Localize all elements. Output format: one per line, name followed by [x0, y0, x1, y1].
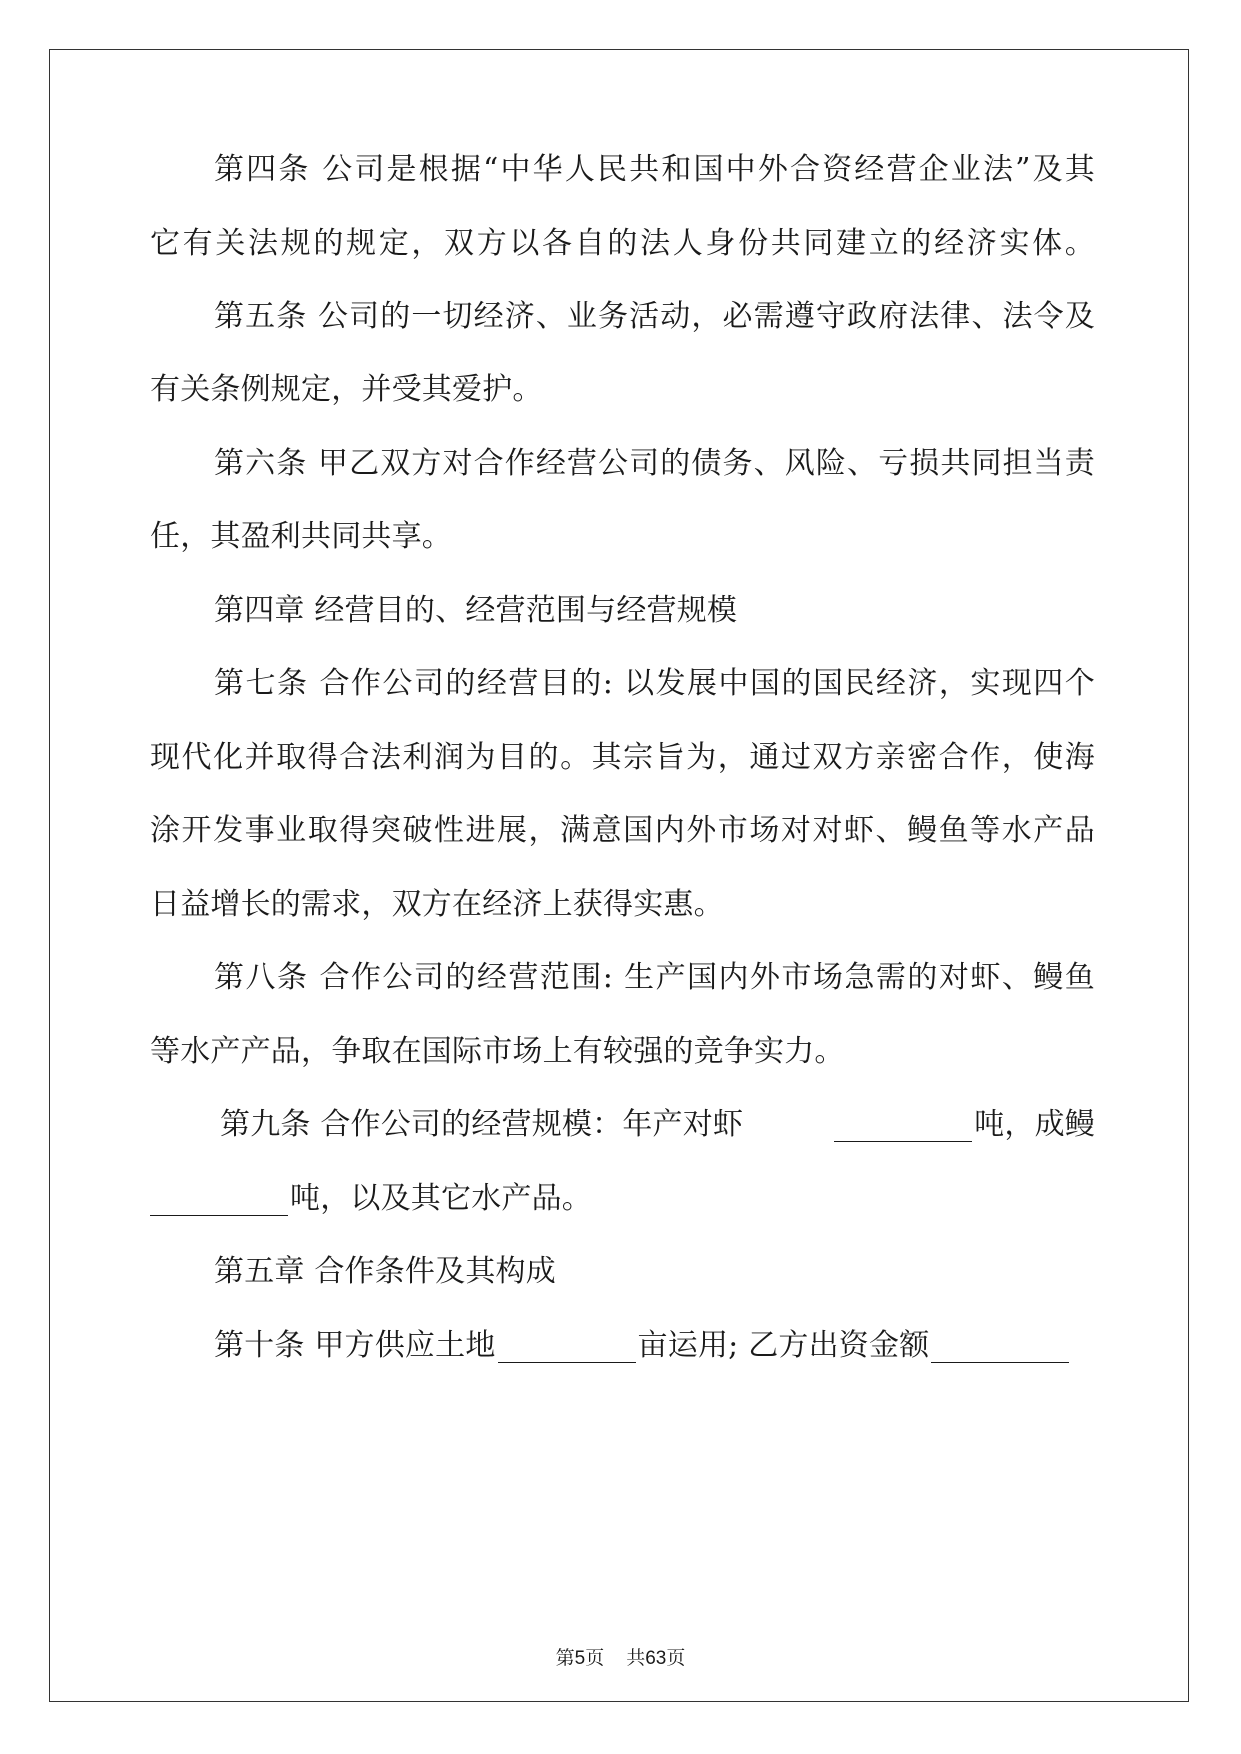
page-indicator	[556, 1647, 605, 1669]
page-footer	[0, 1647, 1241, 1670]
article-5-line-2: 有关条例规定，并受其爱护。	[150, 372, 543, 407]
total-prefix: 共	[626, 1647, 646, 1669]
article-7-line-4: 日益增长的需求，双方在经济上获得实惠。	[150, 887, 724, 922]
article-7-line-1: 第七条 合作公司的经营目的: 以发展中国的国民经济，实现四个	[214, 666, 1095, 701]
fill-blank-land-mu	[498, 1340, 636, 1363]
chapter-5-heading: 第五章 合作条件及其构成	[214, 1254, 556, 1289]
article-9-line-1	[220, 1108, 1095, 1142]
total-page-count: 63	[645, 1648, 667, 1669]
page-border	[49, 49, 1189, 1702]
article-9-text-c: 吨，以及其它水产品。	[290, 1181, 592, 1216]
chapter-4-heading: 第四章 经营目的、经营范围与经营规模	[214, 593, 738, 628]
article-10-line-1	[214, 1329, 1095, 1363]
article-5-line-1: 第五条 公司的一切经济、业务活动，必需遵守政府法律、法令及	[214, 299, 1095, 334]
article-6-line-1: 第六条 甲乙双方对合作经营公司的债务、风险、亏损共同担当责	[214, 446, 1095, 481]
current-page-number: 5	[574, 1648, 586, 1669]
article-7-line-2: 现代化并取得合法利润为目的。其宗旨为，通过双方亲密合作，使海	[150, 740, 1095, 775]
article-9-line-2	[150, 1182, 1095, 1216]
fill-blank-eel-tons	[150, 1193, 288, 1216]
article-10-text-b: 亩运用; 乙方出资金额	[637, 1328, 930, 1363]
article-8-line-1: 第八条 合作公司的经营范围: 生产国内外市场急需的对虾、鳗鱼	[214, 960, 1095, 995]
page-suffix: 页	[585, 1647, 605, 1669]
total-suffix: 页	[666, 1647, 686, 1669]
fill-blank-shrimp-tons	[834, 1119, 972, 1142]
article-10-text-a: 第十条 甲方供应土地	[214, 1328, 496, 1363]
article-4-line-2: 它有关法规的规定，双方以各自的法人身份共同建立的经济实体。	[150, 226, 1095, 261]
page-prefix: 第	[555, 1647, 575, 1669]
total-pages-indicator	[626, 1647, 685, 1669]
fill-blank-capital-amount	[931, 1340, 1069, 1363]
article-4-line-1: 第四条 公司是根据“中华人民共和国中外合资经营企业法”及其	[214, 152, 1095, 187]
article-7-line-3: 涂开发事业取得突破性进展，满意国内外市场对对虾、鳗鱼等水产品	[150, 813, 1095, 848]
article-9-text-a: 第九条 合作公司的经营规模：年产对虾	[220, 1107, 744, 1142]
article-8-line-2: 等水产产品，争取在国际市场上有较强的竞争实力。	[150, 1034, 845, 1069]
article-6-line-2: 任，其盈利共同共享。	[150, 519, 452, 554]
article-9-text-b: 吨，成鳗	[974, 1107, 1095, 1142]
